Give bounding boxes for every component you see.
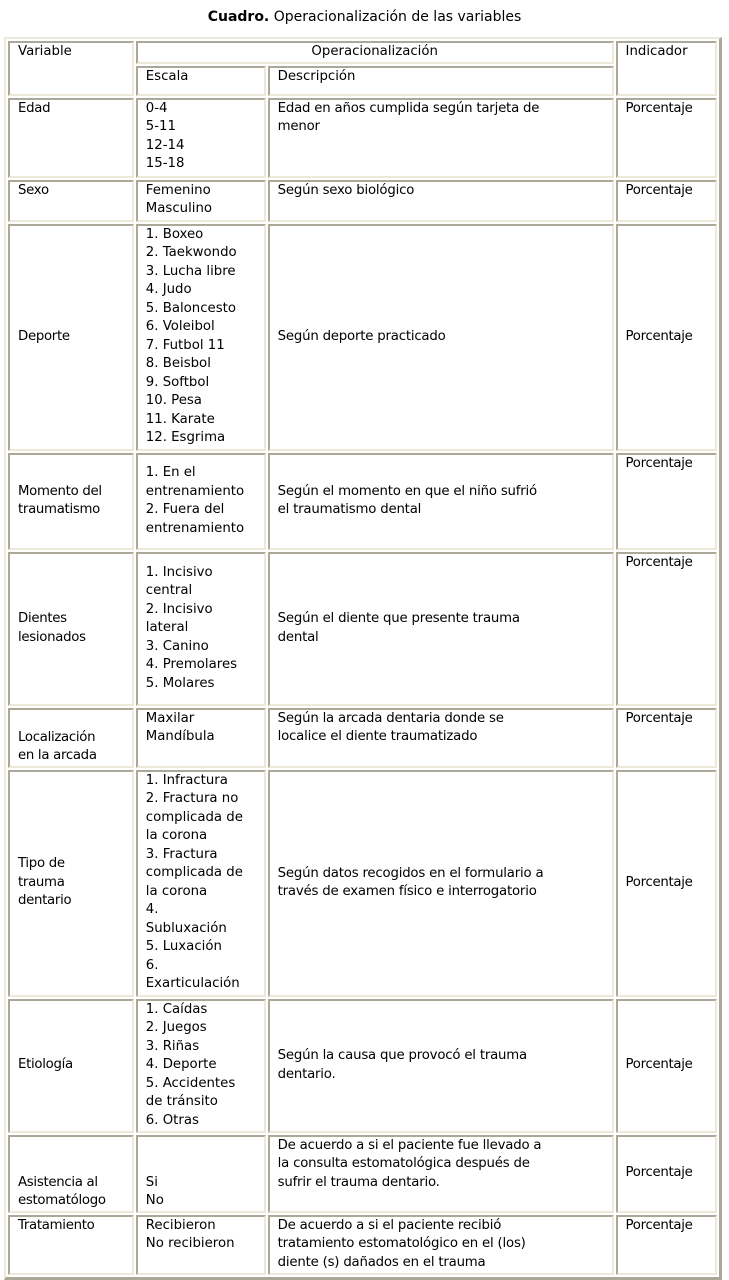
operationalization-table (4, 37, 722, 1280)
cell-escala-line: 6. Voleibol (145, 319, 215, 334)
cell-escala-line: Femenino (145, 182, 211, 198)
cell-descripcion (268, 98, 614, 178)
cell-escala-line: 9. Softbol (145, 374, 210, 390)
cell-descripcion-line: De acuerdo a si el paciente fue llevado a (277, 1137, 542, 1153)
cell-escala-line: 5. Accidentes (145, 1075, 236, 1091)
cell-variable-line: Deporte (18, 328, 70, 344)
table-row (8, 1135, 717, 1213)
cell-descripcion-line: Según deporte practicado (277, 328, 446, 344)
cell-escala-line: 12. Esgrima (145, 430, 226, 445)
cell-escala-line: central (145, 583, 193, 599)
cell-escala-line: 3. Canino (145, 638, 209, 654)
cell-variable-line: lesionados (18, 629, 86, 645)
table-row (8, 224, 717, 451)
cell-variable (8, 999, 134, 1133)
cell-descripcion (268, 552, 614, 706)
cell-indicador: Porcentaje (616, 708, 717, 768)
cell-indicador: Porcentaje (616, 552, 717, 706)
cell-escala-line: 5-11 (145, 119, 176, 134)
cell-descripcion-line: Según el diente que presente trauma (277, 611, 520, 626)
cell-escala-line: 4. Premolares (145, 657, 238, 673)
cell-descripcion-line: dentario. (277, 1066, 336, 1082)
cell-escala-line: 0-4 (145, 100, 168, 116)
table-row (8, 453, 717, 550)
cell-escala (136, 770, 266, 997)
cell-descripcion-line: diente (s) dañados en el trauma (277, 1254, 486, 1270)
cell-escala (136, 98, 266, 178)
cell-indicador: Porcentaje (616, 180, 717, 222)
cell-escala-line: Masculino (145, 201, 213, 216)
cell-descripcion-line: través de examen físico e interrogatorio (277, 884, 537, 899)
cell-variable (8, 224, 134, 451)
cell-escala (136, 180, 266, 222)
cell-descripcion-line: Edad en años cumplida según tarjeta de (277, 100, 540, 116)
cell-escala-line: 2. Incisivo (145, 601, 213, 617)
cell-variable-line: Tipo de (18, 856, 65, 872)
cell-variable (8, 552, 134, 706)
cell-escala-line: 2. Fuera del (145, 502, 225, 517)
cell-escala-line: 1. Infractura (145, 772, 228, 788)
cell-escala (136, 552, 266, 706)
header-escala: Escala (136, 66, 266, 96)
cell-variable (8, 770, 134, 997)
cell-descripcion-line: Según la causa que provocó el trauma (277, 1048, 527, 1063)
cell-escala-line: complicada de (145, 809, 243, 825)
table-caption (0, 8, 729, 26)
cell-escala-line: 6. (145, 957, 159, 973)
cell-escala-line: la corona (145, 828, 208, 843)
cell-variable-line: dentario (18, 893, 72, 909)
header-descripcion: Descripción (268, 66, 614, 96)
cell-variable (8, 708, 134, 768)
cell-escala-line: 3. Fractura (145, 846, 218, 862)
cell-escala-line: 2. Fractura no (145, 791, 239, 806)
cell-escala-line: No recibieron (145, 1236, 235, 1251)
cell-descripcion-line: Según sexo biológico (277, 182, 415, 198)
cell-indicador: Porcentaje (616, 224, 717, 451)
cell-variable-line: en la arcada (18, 748, 97, 763)
table-row (8, 1215, 717, 1275)
cell-escala-line: la corona (145, 883, 208, 899)
caption-label: Cuadro. (207, 9, 270, 25)
cell-escala (136, 224, 266, 451)
cell-indicador: Porcentaje (616, 98, 717, 178)
cell-variable-line: Dientes (18, 611, 67, 626)
cell-indicador: Porcentaje (616, 1215, 717, 1275)
cell-escala-line: entrenamiento (145, 483, 245, 499)
cell-variable-line: traumatismo (18, 502, 100, 517)
cell-escala-line: complicada de (145, 865, 243, 880)
cell-escala-line: 12-14 (145, 137, 185, 153)
cell-descripcion-line: dental (277, 629, 319, 645)
cell-indicador: Porcentaje (616, 1135, 717, 1213)
table-row (8, 770, 717, 997)
cell-descripcion-line: el traumatismo dental (277, 502, 422, 517)
cell-escala (136, 708, 266, 768)
cell-escala-line: 5. Baloncesto (145, 300, 236, 316)
header-operacionalizacion: Operacionalización (136, 41, 614, 64)
cell-escala-line: Maxilar (145, 710, 195, 726)
header-row (8, 41, 717, 64)
caption-title: Operacionalización de las variables (273, 9, 522, 25)
cell-variable (8, 98, 134, 178)
cell-variable-line: Momento del (18, 483, 102, 499)
cell-escala-line: 4. (145, 902, 159, 917)
cell-escala-line: entrenamiento (145, 520, 245, 536)
table-row (8, 180, 717, 222)
cell-descripcion (268, 999, 614, 1133)
cell-escala-line: Mandíbula (145, 729, 215, 744)
cell-escala-line: No (145, 1193, 164, 1208)
cell-escala-line: 1. Incisivo (145, 564, 213, 580)
cell-escala-line: 6. Otras (145, 1112, 199, 1128)
cell-escala-line: 3. Lucha libre (145, 263, 236, 279)
cell-variable-line: estomatólogo (18, 1193, 106, 1208)
cell-descripcion-line: Según datos recogidos en el formulario a (277, 865, 544, 881)
table-row (8, 999, 717, 1133)
cell-indicador: Porcentaje (616, 770, 717, 997)
cell-variable (8, 180, 134, 222)
cell-escala-line: 10. Pesa (145, 393, 202, 408)
table-row (8, 98, 717, 178)
cell-variable (8, 1135, 134, 1213)
header-variable: Variable (8, 41, 134, 96)
cell-escala (136, 453, 266, 550)
cell-escala-line: 15-18 (145, 156, 185, 171)
cell-descripcion (268, 708, 614, 768)
cell-escala (136, 1135, 266, 1213)
cell-escala-line: Exarticulación (145, 976, 240, 991)
table-row (8, 552, 717, 706)
cell-descripcion-line: menor (277, 119, 320, 134)
cell-descripcion-line: De acuerdo a si el paciente recibió (277, 1217, 502, 1233)
cell-escala-line: 4. Deporte (145, 1057, 217, 1072)
cell-escala (136, 999, 266, 1133)
header-indicador: Indicador (616, 41, 717, 96)
cell-descripcion (268, 1215, 614, 1275)
cell-escala-line: lateral (145, 620, 189, 636)
cell-escala-line: 11. Karate (145, 411, 215, 427)
cell-variable-line: trauma (18, 874, 65, 890)
cell-descripcion-line: tratamiento estomatológico en el (los) (277, 1236, 526, 1251)
cell-descripcion-line: la consulta estomatológica después de (277, 1156, 530, 1171)
cell-escala-line: 8. Beisbol (145, 356, 211, 371)
cell-escala-line: 1. En el (145, 465, 196, 480)
cell-descripcion (268, 770, 614, 997)
cell-escala-line: Si (145, 1174, 158, 1190)
cell-escala-line: 1. Caídas (145, 1001, 208, 1017)
cell-descripcion (268, 180, 614, 222)
cell-escala-line: Recibieron (145, 1217, 216, 1233)
cell-escala (136, 1215, 266, 1275)
cell-descripcion-line: sufrir el trauma dentario. (277, 1174, 440, 1190)
cell-descripcion-line: Según la arcada dentaria donde se (277, 710, 504, 726)
cell-escala-line: 4. Judo (145, 282, 192, 297)
cell-escala-line: 5. Luxación (145, 939, 222, 954)
cell-variable (8, 1215, 134, 1275)
cell-escala-line: 1. Boxeo (145, 226, 204, 242)
cell-escala-line: 2. Juegos (145, 1020, 207, 1035)
cell-variable-line: Localización (18, 729, 96, 745)
cell-indicador: Porcentaje (616, 453, 717, 550)
cell-variable-line: Edad (18, 100, 51, 116)
cell-variable-line: Sexo (18, 182, 49, 198)
cell-variable-line: Etiología (18, 1057, 73, 1073)
cell-variable (8, 453, 134, 550)
cell-escala-line: 7. Futbol 11 (145, 337, 225, 353)
cell-descripcion (268, 1135, 614, 1213)
cell-escala-line: de tránsito (145, 1094, 218, 1109)
cell-escala-line: Subluxación (145, 920, 227, 936)
cell-indicador: Porcentaje (616, 999, 717, 1133)
cell-descripcion (268, 224, 614, 451)
cell-variable-line: Asistencia al (18, 1174, 98, 1190)
cell-escala-line: 5. Molares (145, 675, 215, 691)
cell-descripcion (268, 453, 614, 550)
cell-escala-line: 3. Riñas (145, 1038, 200, 1054)
cell-descripcion-line: localice el diente traumatizado (277, 729, 478, 744)
cell-descripcion-line: Según el momento en que el niño sufrió (277, 483, 537, 499)
cell-escala-line: 2. Taekwondo (145, 245, 237, 260)
table-row (8, 708, 717, 768)
cell-variable-line: Tratamiento (18, 1217, 95, 1233)
